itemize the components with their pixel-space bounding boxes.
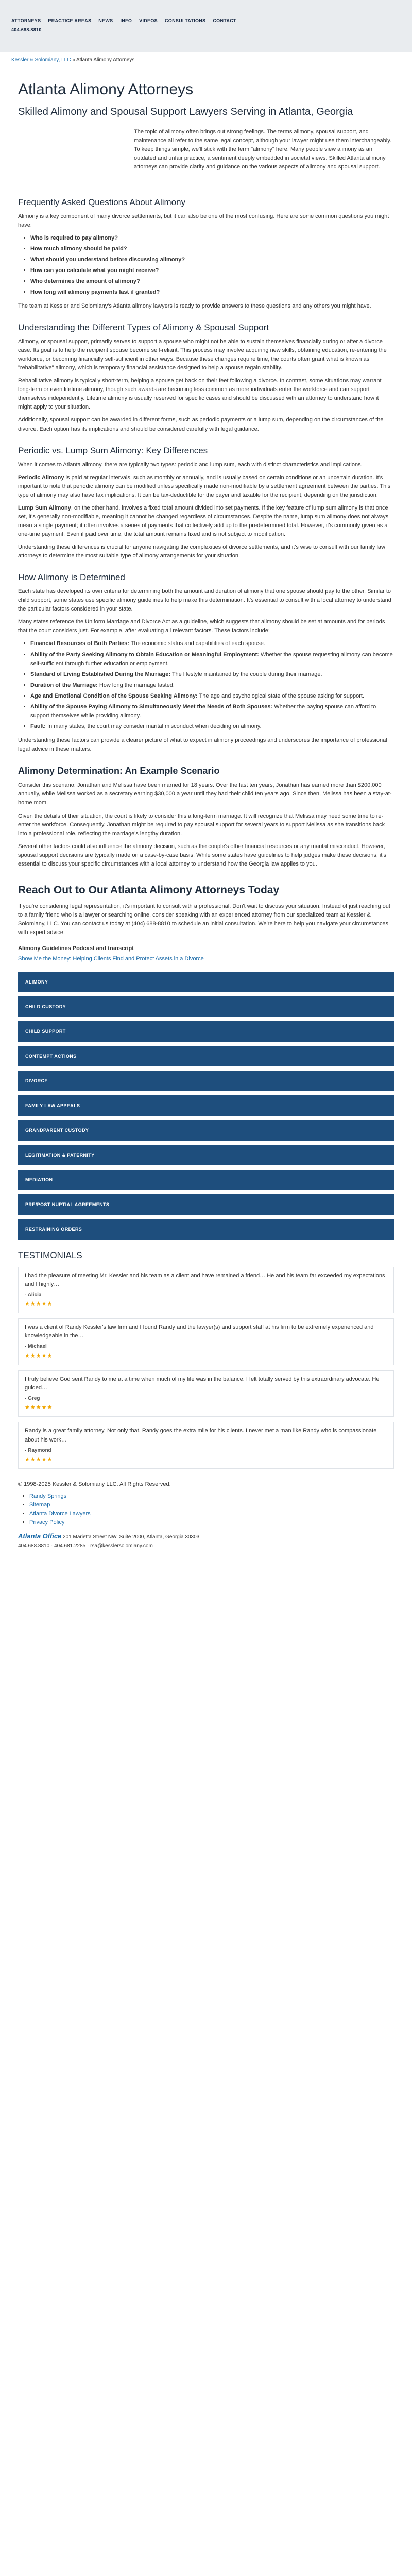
nav-news[interactable]: NEWS [98,18,113,24]
star-rating-icon: ★★★★★ [25,1301,53,1308]
factors-list [30,639,394,731]
factor-label: Financial Resources of Both Parties: [30,640,129,647]
factor-item [30,722,394,731]
testimonial-author: - Alicia [25,1292,42,1298]
determined-heading: How Alimony is Determined [18,572,125,583]
breadcrumb-current: Atlanta Alimony Attorneys [76,57,135,63]
factor-text: How long the marriage lasted. [97,682,175,688]
periodic-paragraph [18,473,394,500]
practice-area-contempt-actions[interactable]: CONTEMPT ACTIONS [18,1046,394,1066]
faq-item: • How can you calculate what you might receive? [30,266,394,275]
faq-item: • Who is required to pay alimony? [30,234,394,243]
factor-text: Whether the spouse requesting alimony can become self-sufficient through further education or employment. [30,651,393,667]
footer-link-anchor[interactable]: Randy Springs [29,1493,67,1500]
testimonial-card [18,1267,394,1314]
types-paragraph-3: Additionally, spousal support can be awarded in different forms, such as periodic payments or a lump sum, depending on the circumstances of the divorce. Each option has its implications and should be considered carefully with legal guidance. [18,417,384,432]
faq-item: • What should you understand before discussing alimony? [30,256,394,264]
practice-area-mediation[interactable]: MEDIATION [18,1170,394,1190]
determined-paragraph-1: Each state has developed its own criteria for determining both the amount and duration of alimony that one spouse should pay to the other. Similar to child support, some states use specific alimony guidelines to help make this determination. It's essential to consult with a local attorney to understand the particular factors considered in your state. [18,588,391,613]
practice-area-restraining-orders[interactable]: RESTRAINING ORDERS [18,1219,394,1240]
testimonial-card [18,1318,394,1365]
testimonial-card [18,1422,394,1469]
nav-videos[interactable]: VIDEOS [139,18,158,24]
factor-label: Ability of the Spouse Paying Alimony to Simultaneously Meet the Needs of Both Spouses: [30,703,273,710]
faq-item: • Who determines the amount of alimony? [30,277,394,286]
breadcrumb-home[interactable]: Kessler & Solomiany, LLC [11,57,71,63]
faq-after-paragraph: The team at Kessler and Solomiany's Atlanta alimony lawyers is ready to provide answers to these questions and any others you might have. [18,302,371,309]
office-street: 201 Marietta Street NW, Suite 2000, Atlanta, Georgia 30303 [61,1534,200,1540]
cta-paragraph: If you're considering legal representation, it's important to consult with a professional. Don't wait to discuss your situation. Instead of just reaching out to a family friend who is a lawyer or searching online, consider speaking with an experienced attorney from our specialized team at Kessler & Solomiany, LLC. You can contact us today at (404) 688-8810 to schedule an initial consultation. We're here to help you navigate your circumstances with expert advice. [18,903,390,936]
nav-practice-areas[interactable]: PRACTICE AREAS [48,18,92,24]
lump-paragraph [18,504,394,539]
footer-link-anchor[interactable]: Privacy Policy [29,1519,65,1526]
testimonial-text: Randy is a great family attorney. Not only that, Randy goes the extra mile for his clients. I never met a man like Randy who is compassionate about his work… [25,1428,377,1443]
breadcrumb [0,52,412,69]
practice-area-grandparent-custody[interactable]: GRANDPARENT CUSTODY [18,1120,394,1141]
podcast-title: Alimony Guidelines Podcast and transcript [18,945,134,952]
footer-link [29,1501,394,1510]
example-paragraph-2: Given the details of their situation, the court is likely to consider this a long-term marriage. It will recognize that Melissa may need some time to re-enter the workforce. Consequently, Jonathan might be required to pay spousal support for several years to support Melissa as she transitions back into a professional role, reflecting the marriage's lengthy duration. [18,812,385,837]
factor-text: In many states, the court may consider marital misconduct when deciding on alimony. [45,723,262,730]
podcast-link[interactable]: Show Me the Money: Helping Clients Find and Protect Assets in a Divorce [18,956,204,962]
faq-list [30,234,394,297]
testimonial-author: - Raymond [25,1447,52,1453]
factor-text: Whether the paying spouse can afford to support themselves while providing alimony. [30,703,376,719]
periodic-label: Periodic Alimony [18,474,64,481]
page-title: Atlanta Alimony Attorneys [18,80,194,98]
nav-contact[interactable]: CONTACT [213,18,236,24]
types-paragraph-2: Rehabilitative alimony is typically short-term, helping a spouse get back on their feet following a divorce. In contrast, some situations may warrant long-term or even lifetime alimony, though such awards are becoming less common as more individuals enter the workforce and can support themselves independently. Lifetime alimony is usually reserved for specific cases and should be discussed with an attorney to understand how it might apply to your situation. [18,378,382,411]
practice-areas [0,972,412,1240]
cta-heading: Reach Out to Our Atlanta Alimony Attorneys Today [18,884,280,896]
footer-link-anchor[interactable]: Atlanta Divorce Lawyers [29,1511,91,1517]
testimonials-heading: TESTIMONIALS [18,1250,82,1261]
office-label: Atlanta Office [18,1532,62,1540]
testimonial-text: I truly believe God sent Randy to me at a time when much of my life was in the balance. I felt totally served by this extraordinary advocate. He guided… [25,1376,380,1391]
faq-paragraph: Alimony is a key component of many divorce settlements, but it can also be one of the most confusing. Here are some common questions you might have: [18,213,389,228]
nav-phone[interactable]: 404.688.8810 [11,27,42,32]
breadcrumb-separator: » [71,57,76,63]
office-address [18,1531,394,1541]
footer-link [29,1492,394,1501]
example-paragraph-1: Consider this scenario: Jonathan and Melissa have been married for 18 years. Over the last ten years, Jonathan has earned more than $200,000 annually, while Melissa worked as a secretary earning $30,000 a year until they had their child ten years ago. Since then, Melissa has been a stay-at-home mom. [18,782,392,806]
lump-label: Lump Sum Alimony [18,504,71,511]
factor-label: Duration of the Marriage: [30,682,98,688]
nav-consultations[interactable]: CONSULTATIONS [164,18,206,24]
intro-image-placeholder [18,128,129,185]
practice-area-child-support[interactable]: CHILD SUPPORT [18,1021,394,1042]
factor-label: Ability of the Party Seeking Alimony to Obtain Education or Meaningful Employment: [30,651,259,658]
determined-paragraph-2: Many states reference the Uniform Marriage and Divorce Act as a guideline, which suggests that alimony should be set at amounts and for periods that the court considers just. For example, after evaluating all relevant factors. These factors include: [18,619,385,634]
factor-text: The age and psychological state of the spouse asking for support. [197,692,364,699]
testimonials [0,1250,412,1469]
practice-area-family-law-appeals[interactable]: FAMILY LAW APPEALS [18,1095,394,1116]
types-paragraph-1: Alimony, or spousal support, primarily serves to support a spouse who might not be able to sustain themselves financially during or after a divorce case. Its goal is to help the recipient spouse become self-reliant. This process may involve acquiring new skills, obtaining education, re-entering the workforce, or becoming financially self-sufficient in other ways. Because these changes require time, the courts often grant what is known as "rehabilitative" alimony, which is temporary financial assistance designed to help a spouse regain stability. [18,338,387,371]
copyright: © 1998-2025 Kessler & Solomiany LLC. All Rights Reserved. [18,1481,171,1488]
star-rating-icon: ★★★★★ [25,1352,53,1359]
star-rating-icon: ★★★★★ [25,1456,53,1463]
testimonial-author: - Greg [25,1395,40,1401]
practice-area-pre-post-nuptial[interactable]: PRE/POST NUPTIAL AGREEMENTS [18,1194,394,1215]
types-heading: Understanding the Different Types of Alimony & Spousal Support [18,323,269,333]
example-heading: Alimony Determination: An Example Scenario [18,765,220,776]
factor-item [30,681,394,690]
footer [0,1474,412,1565]
footer-link [29,1510,394,1518]
factor-text: The economic status and capabilities of each spouse. [129,640,265,647]
top-nav [0,0,412,52]
testimonial-text: I was a client of Randy Kessler's law firm and I found Randy and the lawyer(s) and support staff at his firm to be extremely experienced and knowledgeable in the… [25,1324,374,1340]
practice-area-alimony[interactable]: ALIMONY [18,972,394,992]
footer-link [29,1518,394,1527]
lump-text: , on the other hand, involves a fixed total amount divided into set payments. If the key feature of lump sum alimony is that once set, it's generally non-modifiable, meaning it cannot be changed regardless of circumstances. Despite the name, lump sum alimony does not always mean a single payment; it often involves a series of payments that collectively add up to the predetermined total. However, it's commonly given as a one-time payment. Even if paid over time, the total amount remains fixed and is not subject to modification. [18,504,389,537]
testimonial-text: I had the pleasure of meeting Mr. Kessler and his team as a client and have remained a friend… He and his team far exceeded my expectations and I highly… [25,1272,385,1287]
footer-link-anchor[interactable]: Sitemap [29,1502,50,1509]
factor-item [30,651,394,668]
nav-attorneys[interactable]: ATTORNEYS [11,18,41,24]
factor-item [30,692,394,701]
practice-area-child-custody[interactable]: CHILD CUSTODY [18,996,394,1017]
factor-label: Standard of Living Established During the Marriage: [30,671,170,677]
office-contacts[interactable]: 404.688.8810 · 404.681.2285 · rsa@kesslersolomiany.com [18,1543,153,1549]
factor-label: Age and Emotional Condition of the Spouse Seeking Alimony: [30,692,198,699]
practice-area-legitimation-paternity[interactable]: LEGITIMATION & PATERNITY [18,1145,394,1165]
example-paragraph-3: Several other factors could also influence the alimony decision, such as the couple's other financial resources or any marital misconduct. However, spousal support decisions are typically made on a case-by-case basis. While some states have guidelines to help judges make these decisions, it's essential to discuss your specific circumstances with a local attorney to understand how the Georgia law applies to you. [18,843,387,867]
testimonial-author: - Michael [25,1344,47,1350]
footer-links [29,1492,394,1527]
factor-item [30,703,394,720]
periodic-vs-lump-heading: Periodic vs. Lump Sum Alimony: Key Differences [18,445,208,455]
faq-item: • How long will alimony payments last if granted? [30,288,394,297]
determined-after-paragraph: Understanding these factors can provide a clearer picture of what to expect in alimony proceedings and underscores the importance of professional legal advice in these matters. [18,737,387,752]
pvl-paragraph-1: When it comes to Atlanta alimony, there are typically two types: periodic and lump sum, each with distinct characteristics and implications. [18,461,363,468]
main-content [0,69,412,964]
periodic-text: is paid at regular intervals, such as monthly or annually, and is usually based on certain conditions or an uncertain duration. It's important to note that periodic alimony can be modified unless specifically made non-modifiable by a settlement agreement between the parties. This type of alimony may also have tax implications. It can be tax-deductible for the payer and taxable for the recipient, depending on the jurisdiction. [18,474,391,498]
factor-item [30,670,394,679]
intro-section [18,128,394,185]
star-rating-icon: ★★★★★ [25,1404,53,1411]
pvl-paragraph-4: Understanding these differences is crucial for anyone navigating the complexities of divorce settlements, and it's wise to consult with our family law attorneys to determine the most suitable type of alimony arrangements for your situation. [18,544,385,560]
faq-item: • How much alimony should be paid? [30,245,394,253]
intro-paragraph: The topic of alimony often brings out strong feelings. The terms alimony, spousal support, and maintenance all refer to the same legal concept, although your lawyer might use them interchangeably. To keep things simple, we'll stick with the term "alimony" here. Many people view alimony as an outdated and unfair practice, a sentiment deeply embedded in societal views. Skilled Atlanta alimony attorneys can provide clarity and guidance on the various aspects of alimony and spousal support. [134,128,391,170]
page-subtitle: Skilled Alimony and Spousal Support Lawyers Serving in Atlanta, Georgia [18,106,353,117]
podcast-links [18,944,394,963]
factor-text: The lifestyle maintained by the couple during their marriage. [170,671,322,677]
factor-item [30,639,394,648]
practice-area-divorce[interactable]: DIVORCE [18,1071,394,1091]
nav-info[interactable]: INFO [120,18,132,24]
factor-label: Fault: [30,723,46,730]
faq-heading: Frequently Asked Questions About Alimony [18,197,186,207]
testimonial-card [18,1370,394,1417]
